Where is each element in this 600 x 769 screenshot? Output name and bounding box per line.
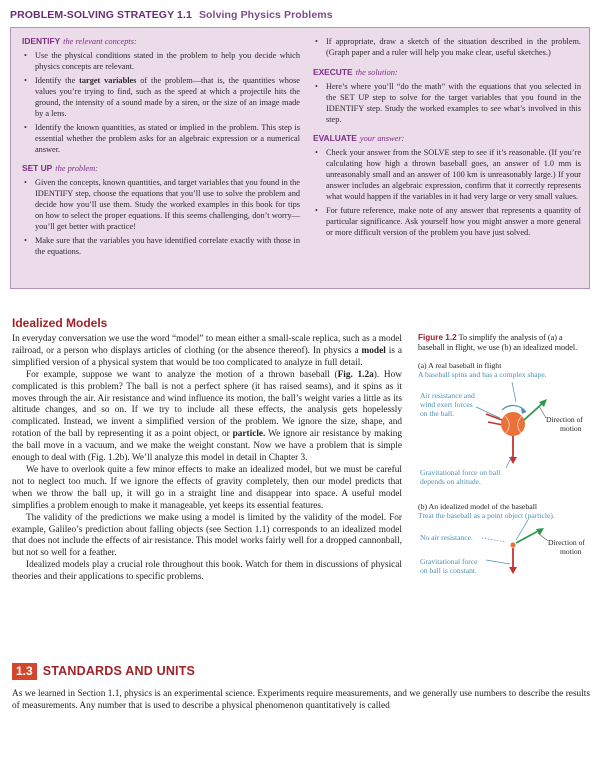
motion-arrow	[524, 402, 544, 420]
evaluate-bullet-1: • Check your answer from the SOLVE step to see if it’s reasonable. (If you’re calculating how high a thrown baseball goes, an answer of 1.0 mm is unreasonably small and an answer of 100 km is unreasonably large.) If your answer includes an algebraic expression, confirm that it correctly represents what would happen if the variables in it had very large or very small values.	[313, 147, 581, 202]
air-note-line-1: Air resistance and	[420, 390, 475, 400]
b-gravity-note-line-1: Gravitational force	[420, 556, 478, 566]
figure-caption-text: To simplify the analysis of (a) a baseball in flight, we use (b) an idealized model.	[418, 333, 578, 353]
air-pointer-line	[476, 407, 500, 418]
section-title: STANDARDS AND UNITS	[42, 664, 196, 678]
section-number-badge: 1.3	[12, 663, 37, 680]
setup-bullet-2: • Make sure that the variables you have identified correlate exactly with those in the equations.	[22, 235, 300, 257]
gravity-pointer-line	[506, 456, 512, 468]
setup-step	[22, 163, 300, 257]
idealized-models-text	[12, 334, 402, 584]
setup-heading	[22, 163, 300, 174]
section-1-3-text: As we learned in Section 1.1, physics is an experimental science. Experiments require measurements, and we generally use numbers to describe the results of measurements. Any number that is used to describe a physical phenomenon quantitatively is called	[12, 689, 590, 711]
b-gravity-note-line-2: on ball is constant.	[420, 565, 477, 575]
execute-step	[313, 67, 581, 125]
setup-bullet-1: • Given the concepts, known quantities, and target variables that you found in the IDENTIFY step, choose the equations that you’ll use to solve the problem and decide how you’ll use them. Study the worked examples in this book for tips on how to select the proper equations. If this seems challenging, don’t worry—you’ll get better with practice!	[22, 177, 300, 232]
b-gravity-arrowhead-icon	[509, 567, 517, 574]
figure-number: Figure 1.2	[418, 333, 457, 342]
strategy-number: PROBLEM-SOLVING STRATEGY 1.1	[10, 9, 192, 21]
setup-label: SET UP	[22, 163, 53, 173]
strategy-left-column	[22, 36, 300, 265]
figure-1-2	[418, 333, 590, 582]
direction-label-line-1: Direction of	[546, 414, 583, 424]
air-note-line-3: on the ball.	[420, 408, 454, 418]
idealized-models-heading: Idealized Models	[12, 316, 108, 330]
identify-step	[22, 36, 300, 155]
figure-b-note-point: Treat the baseball as a point object (particle).	[418, 510, 555, 520]
figure-caption	[418, 333, 590, 353]
idealized-paragraph-1: In everyday conversation we use the word “model” to mean either a small-scale replica, such as a model railroad, or a person who displays articles of clothing (or the absence thereof). In physics a model is a simplified version of a physical system that would be too complicated to analyze in full detail.	[12, 334, 402, 368]
strategy-box	[10, 27, 590, 289]
gravity-note-line-1: Gravitational force on ball	[420, 467, 501, 477]
b-direction-label-line-1: Direction of	[548, 537, 585, 547]
idealized-paragraph-4: The validity of the predictions we make using a model is limited by the validity of the model. For example, Galileo’s prediction about falling objects (see Section 1.1) corresponds to an idealized model that does not include the effects of air resistance. This model works fairly well for a dropped cannonball, but not so well for a feather.	[12, 512, 402, 559]
identify-bullet-2: • Identify the target variables of the problem—that is, the quantities whose values you’re trying to find, such as the speed at which a projectile hits the ground, the intensity of a sound made by a siren, or the size of an image made by a lens.	[22, 75, 300, 119]
wind-arrow-2	[488, 422, 503, 425]
evaluate-label: EVALUATE	[313, 133, 357, 143]
evaluate-heading	[313, 133, 581, 144]
no-air-note: No air resistance.	[420, 532, 473, 542]
spin-pointer-line	[512, 382, 516, 402]
evaluate-sub: your answer:	[359, 134, 405, 143]
strategy-right-column	[313, 36, 581, 246]
identify-bullet-1: • Use the physical conditions stated in the problem to help you decide which physics concepts are relevant.	[22, 50, 300, 72]
execute-sub: the solution:	[355, 68, 398, 77]
execute-heading	[313, 67, 581, 78]
air-note-line-2: wind exert forces	[420, 399, 473, 409]
setup-bullet-sketch: • If appropriate, draw a sketch of the situation described in the problem. (Graph paper and a ruler will help you make clear, useful sketches.)	[313, 36, 581, 58]
strategy-header	[10, 9, 590, 25]
idealized-paragraph-2: For example, suppose we want to analyze the motion of a thrown baseball (Fig. 1.2a). How complicated is this problem? The ball is not a perfect sphere (it has raised seams), and it spins as it moves through the air. Air resistance and wind influence its motion, the ball’s weight varies a little as its altitude changes, and so on. If we try to include all these effects, the analysis gets hopelessly complicated. Instead, we invent a simplified version of the problem. We ignore the size, shape, and rotation of the ball by representing it as a point object, or particle. We ignore air resistance by making the ball move in a vacuum, and we make the weight constant. Now we have a problem that is simple enough to deal with (Fig. 1.2b). We’ll analyze this model in detail in Chapter 3.	[12, 369, 402, 464]
execute-bullet-1: • Here’s where you’ll “do the math” with the equations that you selected in the SET UP step to solve for the target variables that you found in the IDENTIFY step. Study the worked examples to see what’s involved in this step.	[313, 81, 581, 125]
no-air-pointer-line	[482, 538, 506, 542]
evaluate-bullet-2: • For future reference, make note of any answer that represents a quantity of particular significance. Ask yourself how you might answer a more general or more difficult version of the problem you have just solved.	[313, 205, 581, 238]
section-1-3-heading	[12, 662, 195, 680]
identify-sub: the relevant concepts:	[63, 37, 137, 46]
figure-a-note-spin: A baseball spins and has a complex shape.	[418, 370, 547, 380]
particle-icon	[510, 542, 515, 547]
direction-label-line-2: motion	[560, 423, 582, 433]
identify-bullet-3: • Identify the known quantities, as stated or implied in the problem. This step is essential whether the problem asks for an algebraic expression or a numerical answer.	[22, 122, 300, 155]
b-gravity-pointer-line	[486, 560, 510, 564]
execute-label: EXECUTE	[313, 67, 353, 77]
setup-sub: the problem:	[55, 164, 98, 173]
evaluate-step	[313, 133, 581, 238]
figure-b-diagram	[418, 520, 590, 582]
idealized-paragraph-5: Idealized models play a crucial role throughout this book. Watch for them in discussions of physical theories and their applications to specific problems.	[12, 560, 402, 583]
b-direction-label-line-2: motion	[560, 546, 582, 556]
b-direction-pointer-line	[538, 533, 548, 541]
strategy-title: Solving Physics Problems	[198, 9, 333, 21]
figure-b-title: (b) An idealized model of the baseball	[418, 501, 538, 511]
figure-a-diagram	[418, 380, 590, 492]
identify-heading	[22, 36, 300, 47]
idealized-paragraph-3: We have to overlook quite a few minor effects to make an idealized model, but we must be careful not to neglect too much. If we ignore the effects of gravity completely, then our model predicts that when we throw the ball up, it will go in a straight line and disappear into space. A useful model simplifies a problem enough to make it manageable, yet keeps its essential features.	[12, 464, 402, 511]
b-motion-arrow	[516, 530, 540, 543]
figure-a-title: (a) A real baseball in flight	[418, 361, 502, 371]
identify-label: IDENTIFY	[22, 36, 61, 46]
gravity-arrowhead-icon	[509, 457, 517, 464]
gravity-note-line-2: depends on altitude.	[420, 476, 481, 486]
direction-pointer-line	[539, 406, 546, 418]
baseball-icon	[501, 412, 525, 436]
